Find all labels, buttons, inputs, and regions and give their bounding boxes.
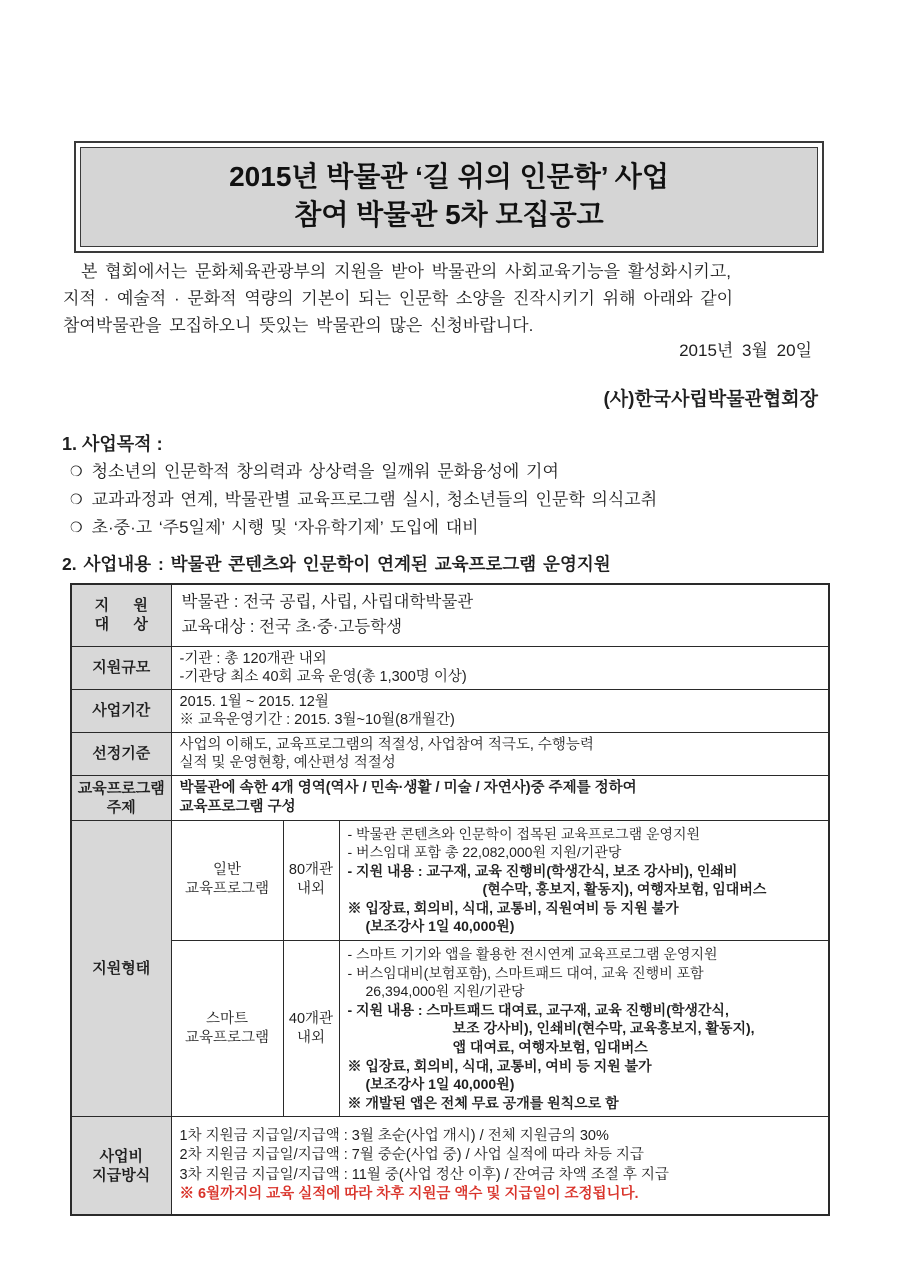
row-header-theme <box>71 775 171 820</box>
title-box-panel <box>80 147 818 247</box>
table-row-period <box>71 689 829 732</box>
text-line: 1차 지원금 지급일/지급액 : 3월 초순(사업 개시) / 전체 지원금의 30% <box>179 1127 609 1144</box>
cell-criteria <box>171 732 829 775</box>
count-line: 40개관 <box>288 1010 334 1027</box>
text-line: - 버스임대비(보험포함), 스마트패드 대여, 교육 진행비 포함 <box>347 964 704 981</box>
table-row-criteria <box>71 732 829 775</box>
text-line: (현수막, 홍보지, 활동지), 여행자보험, 임대버스 <box>482 881 767 898</box>
text-line: (보조강사 1일 40,000원) <box>365 918 515 935</box>
row-header-label: 사업비 <box>99 1147 143 1165</box>
circle-bullet-icon: ❍ <box>70 491 83 507</box>
row-header-support-type: 지원형태 <box>71 820 171 1117</box>
text-line: ※ 교육운영기간 : 2015. 3월~10월(8개월간) <box>179 711 455 728</box>
row-header-support-target <box>71 584 171 646</box>
text-line: 실적 및 운영현황, 예산편성 적절성 <box>179 754 396 771</box>
table-row-support-type-smart <box>71 941 829 1117</box>
count-line: 내외 <box>296 881 325 898</box>
text-line: - 버스임대 포함 총 22,082,000원 지원/기관당 <box>347 844 622 861</box>
bullet-item-text: 청소년의 인문학적 창의력과 상상력을 일깨워 문화융성에 기여 <box>91 462 559 481</box>
text-line: 참여박물관을 모집하오니 뜻있는 박물관의 많은 신청바랍니다. <box>63 316 534 335</box>
program-name-line: 스마트 <box>205 1010 249 1027</box>
bullet-item <box>70 458 850 486</box>
text-line: 지적 · 예술적 · 문화적 역량의 기본이 되는 인문학 소양을 진작시키기 위해 아래와 같이 <box>63 289 734 308</box>
text-line: 2015. 1월 ~ 2015. 12월 <box>179 693 329 710</box>
document-title-line-1: 2015년 박물관 ‘길 위의 인문학’ 사업 <box>229 161 669 192</box>
text-line: 교육대상 : 전국 초·중·고등학생 <box>181 618 403 637</box>
cell-smart-details <box>339 941 829 1117</box>
program-name-line: 교육프로그램 <box>184 1029 270 1046</box>
text-line: ※ 개발된 앱은 전체 무료 공개를 원칙으로 함 <box>347 1094 619 1111</box>
row-header-label: 지 원 <box>94 597 148 615</box>
row-header-label: 대 상 <box>94 616 148 634</box>
cell-smart-program-name <box>171 941 283 1117</box>
table-row-support-target <box>71 584 829 646</box>
text-line: 앱 대여료, 여행자보험, 임대버스 <box>452 1039 648 1056</box>
row-header-label: 교육프로그램 <box>77 779 165 797</box>
document-title-line-2: 참여 박물관 5차 모집공고 <box>294 199 604 230</box>
text-line: -기관당 최소 40회 교육 운영(총 1,300명 이상) <box>179 668 467 685</box>
table-row-payment <box>71 1117 829 1215</box>
intro-paragraph <box>63 258 838 339</box>
row-header-period: 사업기간 <box>71 689 171 732</box>
program-name-line: 교육프로그램 <box>184 881 270 898</box>
bullet-item <box>70 486 850 514</box>
text-line: 박물관에 속한 4개 영역(역사 / 민속·생활 / 미술 / 자연사)중 주제를 정하여 <box>179 779 637 796</box>
row-header-payment <box>71 1117 171 1215</box>
row-header-scale: 지원규모 <box>71 646 171 689</box>
text-line: - 스마트 기기와 앱을 활용한 전시연계 교육프로그램 운영지원 <box>347 946 718 963</box>
row-header-label: 지급방식 <box>92 1166 151 1184</box>
section-2-heading: 2. 사업내용 : 박물관 콘텐츠와 인문학이 연계된 교육프로그램 운영지원 <box>62 554 611 574</box>
section-1-bullet-list <box>70 458 850 542</box>
text-line: ※ 6월까지의 교육 실적에 따라 차후 지원금 액수 및 지급일이 조정됩니다. <box>179 1186 639 1203</box>
row-header-label: 주제 <box>106 798 136 816</box>
cell-general-details <box>339 820 829 941</box>
title-box <box>74 141 824 253</box>
text-line: - 박물관 콘텐츠와 인문학이 접목된 교육프로그램 운영지원 <box>347 825 701 842</box>
cell-smart-count <box>283 941 339 1117</box>
text-line: -기관 : 총 120개관 내외 <box>179 650 327 667</box>
text-line: ※ 입장료, 회의비, 식대, 교통비, 여비 등 지원 불가 <box>347 1057 652 1074</box>
table-row-scale <box>71 646 829 689</box>
cell-support-target <box>171 584 829 646</box>
bullet-item-text: 교과과정과 연계, 박물관별 교육프로그램 실시, 청소년들의 인문학 의식고취 <box>91 490 658 509</box>
count-line: 내외 <box>296 1029 325 1046</box>
table-row-support-type-general <box>71 820 829 941</box>
bullet-item-text: 초·중·고 ‘주5일제’ 시행 및 ‘자유학기제’ 도입에 대비 <box>91 518 479 537</box>
date-line: 2015년 3월 20일 <box>679 341 812 360</box>
text-line: - 지원 내용 : 교구재, 교육 진행비(학생간식, 보조 강사비), 인쇄비 <box>347 862 738 879</box>
text-line: ※ 입장료, 회의비, 식대, 교통비, 직원여비 등 지원 불가 <box>347 899 679 916</box>
circle-bullet-icon: ❍ <box>70 463 83 479</box>
table-row-theme <box>71 775 829 820</box>
count-line: 80개관 <box>288 862 334 879</box>
text-line: - 지원 내용 : 스마트패드 대여료, 교구재, 교육 진행비(학생간식, <box>347 1001 729 1018</box>
section-1-heading: 1. 사업목적 : <box>62 434 163 454</box>
text-line: (보조강사 1일 40,000원) <box>365 1076 515 1093</box>
cell-period <box>171 689 829 732</box>
text-line: 박물관 : 전국 공립, 사립, 사립대학박물관 <box>181 593 474 612</box>
text-line: 교육프로그램 구성 <box>179 798 296 815</box>
cell-general-program-name <box>171 820 283 941</box>
text-line: 사업의 이해도, 교육프로그램의 적절성, 사업참여 적극도, 수행능력 <box>179 736 594 753</box>
cell-scale <box>171 646 829 689</box>
cell-general-count <box>283 820 339 941</box>
cell-payment <box>171 1117 829 1215</box>
text-line: 3차 지원금 지급일/지급액 : 11월 중(사업 정산 이후) / 잔여금 차액 조절 후 지급 <box>179 1166 669 1183</box>
text-line: 26,394,000원 지원/기관당 <box>365 983 525 1000</box>
text-line: 보조 강사비), 인쇄비(현수막, 교육홍보지, 활동지), <box>452 1020 755 1037</box>
program-name-line: 일반 <box>212 862 241 879</box>
cell-theme <box>171 775 829 820</box>
program-details-table <box>70 583 830 1216</box>
circle-bullet-icon: ❍ <box>70 519 83 535</box>
text-line: 본 협회에서는 문화체육관광부의 지원을 받아 박물관의 사회교육기능을 활성화시키고, <box>81 262 731 281</box>
row-header-criteria: 선정기준 <box>71 732 171 775</box>
signature-line: (사)한국사립박물관협회장 <box>603 389 818 410</box>
text-line: 2차 지원금 지급일/지급액 : 7월 중순(사업 중) / 사업 실적에 따라 차등 지급 <box>179 1147 644 1164</box>
bullet-item <box>70 514 850 542</box>
